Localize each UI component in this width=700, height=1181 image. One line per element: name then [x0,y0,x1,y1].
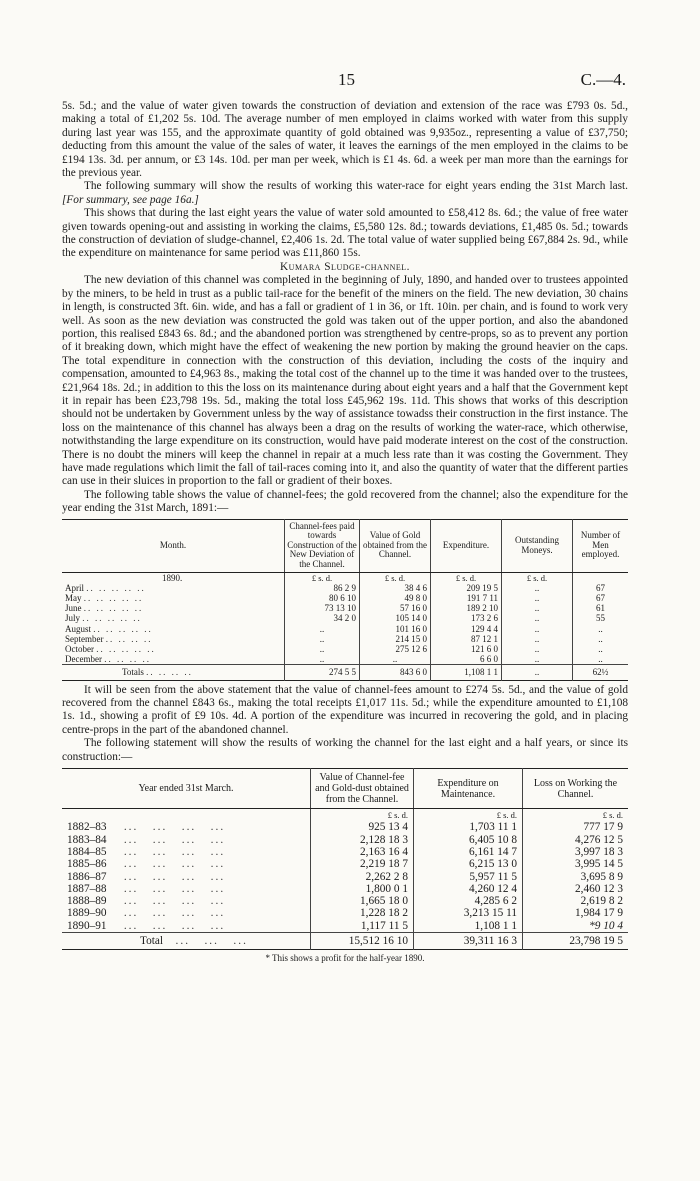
unit-label: £ s. d. [311,809,414,822]
month-label: December [65,654,102,665]
total-label-cell: Totals .. .. .. .. [62,665,285,680]
document-reference: C.—4. [580,70,626,89]
month-label: April [65,582,84,593]
men-cell: 61 [573,603,629,613]
gold-cell: 214 15 0 [360,634,431,644]
year-label: 1884–85 [67,845,107,858]
page-number: 15 [338,70,355,89]
table-row [62,634,628,644]
outstanding-cell: .. [502,593,573,603]
value-cell: 1,665 18 0 [311,895,414,907]
page-header [0,70,700,90]
gold-cell: 57 16 0 [360,603,431,613]
month-label: August [65,623,92,634]
total-value-cell: 15,512 16 10 [311,933,414,950]
unit-label: £ s. d. [414,809,523,822]
month-cell: April .. .. .. .. .. [65,582,146,593]
paragraph-1: 5s. 5d.; and the value of water given towards the construction of deviation and extension of the race was £793 0s. 5d., making a total of £1,202 5s. 10d. The average number of men employed in claims worked with water from this supply during last year was 155, and the approximate quantity of gold obtained was 9,935oz., representing a value of £37,750; deducting from this amount the value of the sales of water, it leaves the earnings of the men employed in the claims to be £194 13s. 3d. per annum, or £3 14s. 10d. per man per week, which is £1 4s. 6d. a week per man more than the earnings for the previous year. [62,100,628,180]
month-cell: July .. .. .. .. .. [65,613,142,624]
fees-cell: 34 2 0 [285,613,360,623]
expenditure-cell: 4,260 12 4 [414,883,523,895]
expenditure-cell: 173 2 6 [431,613,502,623]
outstanding-cell: .. [502,644,573,654]
section-heading: Kumara Sludge-channel. [280,260,410,273]
men-cell: 67 [573,583,629,593]
loss-cell: 1,984 17 9 [523,907,629,919]
empty-cell [573,572,629,583]
year-cell: 1887–88 ... ... ... ... [67,882,226,895]
table1-year: 1890. [162,572,183,583]
gold-cell: 101 16 0 [360,624,431,634]
table-row [62,644,628,654]
year-cell: 1885–86 ... ... ... ... [67,858,226,871]
unit-label: £ s. d. [502,572,573,583]
value-cell: 2,163 16 4 [311,846,414,858]
outstanding-cell: .. [502,603,573,613]
men-cell: 55 [573,613,629,623]
outstanding-cell: .. [502,583,573,593]
fees-cell: 73 13 10 [285,603,360,613]
month-cell: December .. .. .. .. [65,654,151,665]
year-label: 1883–84 [67,833,107,846]
total-label: Total [140,935,164,947]
year-label: 1889–90 [67,907,107,920]
loss-cell: *9 10 4 [523,920,629,933]
year-label: 1888–89 [67,895,107,908]
year-cell: 1884–85 ... ... ... ... [67,845,226,858]
year-label: 1886–87 [67,870,107,883]
channel-fees-table [62,519,628,681]
outstanding-cell: .. [502,654,573,665]
year-label: 1882–83 [67,821,107,834]
value-cell: 2,219 18 7 [311,858,414,870]
fees-cell: .. [285,654,360,665]
month-label: June [65,603,82,614]
loss-cell: 4,276 12 5 [523,834,629,846]
gold-cell: 49 8 0 [360,593,431,603]
paragraph-6: It will be seen from the above statement that the value of channel-fees amount to £274 5s. 5d., and the value of gold recovered from the channel £843 6s., making the total receipts £1,017 11s. 5d.; while the expenditure amounted to £1,108 1s. 1d., showing a profit of £9 10s. 4d. A portion of the expenditure was incurred in recovering the gold, and in placing centre-props in the part of the abandoned channel. [62,683,628,736]
table-row [62,834,628,846]
total-expenditure-cell: 39,311 16 3 [414,933,523,950]
table-row [62,613,628,623]
expenditure-cell: 5,957 11 5 [414,871,523,883]
month-label: October [65,643,94,654]
paragraph-4: The new deviation of this channel was completed in the beginning of July, 1890, and handed over to trustees appointed by the miners, to be held in trust as a public tail-race for the benefit of the miners on the field. The new deviation, 30 chains in length, is constructed 3ft. 6in. wide, and has a fall or gradient of 1 in 36, or 1ft. 10in. per chain, and is found to work very well. As soon as the new deviation was constructed the gold was taken out of the upper portion, and also the abandoned portion, this realised £843 6s. 8d.; and the abandoned portion was strengthened by centre-props, so as to prevent any portion of it breaking down, which might have the effect of weakening the new portion by making the ground heavier on the caps. The total expenditure in connection with the construction of this deviation, including the costs of the inquiry and compensation, amounted to £4,963 8s., making the total cost of the channel up to the time it was handed over to the trustees, £21,964 18s. 2d.; in addition to this the loss on its maintenance during about eight years and a half that the Government kept it in repair has been £23,798 19s. 5d., making the total loss £45,962 19s. 11d. This shows that works of this description should not be undertaken by Government unless by the way of assistance towadss their construction in the first instance. The loss on the maintenance of this channel has always been a drag on the results of working the water-race, which otherwise, notwithstanding the large expenditure on its construction, would have paid moderate interest on the cost of the construction. There is no doubt the miners will keep the channel in repair at a much less rate than it was costing the Government. They have made regulations which limit the fall of tail-races coming into it, and also the quantity of water that the different parties can use in their sluices in proportion to the fall or gradient of their boxes. [62,274,628,488]
unit-label: £ s. d. [431,572,502,583]
expenditure-cell: 6 6 0 [431,654,502,665]
year-cell: 1888–89 ... ... ... ... [67,895,226,908]
table-row [62,624,628,634]
men-cell: .. [573,634,629,644]
year-label: 1890–91 [67,919,107,932]
table-row [62,846,628,858]
unit-label: £ s. d. [360,572,431,583]
loss-cell: 3,995 14 5 [523,858,629,870]
paragraph-3: This shows that during the last eight years the value of water sold amounted to £58,412 8s. 6d.; the value of free water given towards opening-out and assisting in working the claims, £5,580 12s. 8d.; towards deviations, £1,485 0s. 5d.; towards the construction of deviation of sludge-channel, £2,406 1s. 2d. The total value of water supplied being £67,884 2s. 9d., while the expenditure on maintenance for same period was £11,860 15s. [62,207,628,260]
year-cell: 1883–84 ... ... ... ... [67,833,226,846]
expenditure-cell: 1,703 11 1 [414,821,523,833]
outstanding-cell: .. [502,613,573,623]
expenditure-cell: 1,108 1 1 [414,920,523,933]
table-row [62,593,628,603]
table1-header-gold: Value of Gold obtained from the Channel. [360,519,431,572]
table-row [62,572,628,583]
loss-cell: 3,997 18 3 [523,846,629,858]
month-cell: October .. .. .. .. .. [65,643,156,654]
value-cell: 2,262 2 8 [311,871,414,883]
loss-cell: 2,619 8 2 [523,895,629,907]
value-cell: 925 13 4 [311,821,414,833]
table2-header-value: Value of Channel-fee and Gold-dust obtained from the Channel. [311,769,414,809]
table2-header-expenditure: Expenditure on Maintenance. [414,769,523,809]
table-total-row [62,933,628,950]
table-total-row [62,665,628,680]
table1-header-men: Number of Men employed. [573,519,629,572]
men-cell: 67 [573,593,629,603]
month-cell: September .. .. .. .. [65,633,153,644]
table-row [62,809,628,822]
table1-header-month: Month. [62,519,285,572]
men-cell: .. [573,654,629,665]
expenditure-cell: 121 6 0 [431,644,502,654]
table-row [62,821,628,833]
fees-cell: .. [285,644,360,654]
month-cell: August .. .. .. .. .. [65,623,153,634]
working-results-table [62,768,628,950]
value-cell: 1,228 18 2 [311,907,414,919]
table1-header-outstanding: Outstanding Moneys. [502,519,573,572]
year-cell: 1889–90 ... ... ... ... [67,907,226,920]
fees-cell: .. [285,624,360,634]
table-row [62,920,628,933]
value-cell: 2,128 18 3 [311,834,414,846]
gold-cell: 105 14 0 [360,613,431,623]
fees-cell: .. [285,634,360,644]
fees-cell: 80 6 10 [285,593,360,603]
table-row [62,603,628,613]
month-cell: June .. .. .. .. .. [65,603,144,614]
loss-cell: 3,695 8 9 [523,871,629,883]
table-row [62,883,628,895]
year-cell: 1882–83 ... ... ... ... [67,821,226,834]
total-label: Totals [122,667,144,678]
expenditure-cell: 6,161 14 7 [414,846,523,858]
loss-cell: 2,460 12 3 [523,883,629,895]
year-label: 1887–88 [67,882,107,895]
total-gold-cell: 843 6 0 [360,665,431,680]
expenditure-cell: 3,213 15 11 [414,907,523,919]
paragraph-2 [62,180,628,207]
outstanding-cell: .. [502,624,573,634]
year-cell: 1890–91 ... ... ... ... [67,919,226,932]
men-cell: .. [573,624,629,634]
table-row [62,895,628,907]
total-expenditure-cell: 1,108 1 1 [431,665,502,680]
expenditure-cell: 6,405 10 8 [414,834,523,846]
year-cell: 1886–87 ... ... ... ... [67,870,226,883]
table2-header-year: Year ended 31st March. [62,769,311,809]
month-cell: May .. .. .. .. .. [65,592,144,603]
table-row [62,583,628,593]
loss-cell: 777 17 9 [523,821,629,833]
table1-header-expenditure: Expenditure. [431,519,502,572]
table1-header-fees: Channel-fees paid towards Construction of the New Deviation of the Channel. [285,519,360,572]
expenditure-cell: 6,215 13 0 [414,858,523,870]
paragraph-7: The following statement will show the results of working the channel for the last eight and a half years, or since its construction:— [62,737,628,763]
summary-note: [For summary, see page 16a.] [62,193,199,206]
expenditure-cell: 191 7 11 [431,593,502,603]
table-row [62,907,628,919]
page-body [62,100,628,966]
table-row [62,871,628,883]
total-outstanding-cell: .. [502,665,573,680]
total-label-cell: Total ... ... ... [62,933,311,950]
gold-cell: 275 12 6 [360,644,431,654]
table-row [62,858,628,870]
month-label: September [65,633,104,644]
month-label: July [65,613,81,624]
expenditure-cell: 189 2 10 [431,603,502,613]
expenditure-cell: 87 12 1 [431,634,502,644]
expenditure-cell: 129 4 4 [431,624,502,634]
expenditure-cell: 209 19 5 [431,583,502,593]
outstanding-cell: .. [502,634,573,644]
year-label: 1885–86 [67,858,107,871]
footnote: * This shows a profit for the half-year 1890. [265,953,425,964]
value-cell: 1,117 11 5 [311,920,414,933]
gold-cell: 38 4 6 [360,583,431,593]
month-label: May [65,592,82,603]
total-loss-cell: 23,798 19 5 [523,933,629,950]
unit-label: £ s. d. [523,809,629,822]
total-men-cell: 62½ [573,665,629,680]
value-cell: 1,800 0 1 [311,883,414,895]
table-row [62,654,628,665]
gold-cell: .. [360,654,431,665]
total-fees-cell: 274 5 5 [285,665,360,680]
table2-header-loss: Loss on Working the Channel. [523,769,629,809]
men-cell: .. [573,644,629,654]
empty-cell [62,809,311,822]
fees-cell: 86 2 9 [285,583,360,593]
paragraph-5: The following table shows the value of channel-fees; the gold recovered from the channel; also the expenditure for the year ending the 31st March, 1891:— [62,488,628,515]
unit-label: £ s. d. [285,572,360,583]
expenditure-cell: 4,285 6 2 [414,895,523,907]
paragraph-2-text: The following summary will show the results of working this water-race for eight years ending the 31st March last. [84,180,628,193]
